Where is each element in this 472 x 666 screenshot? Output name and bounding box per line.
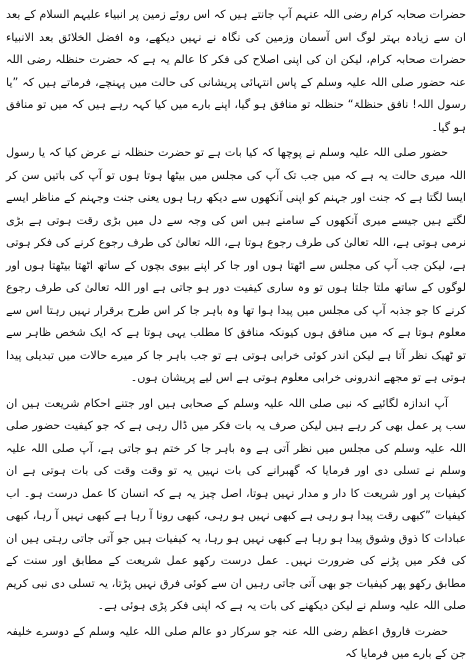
- paragraph-reflection: آپ اندازہ لگائیے کہ نبی صلی اللہ علیہ وسلم کے صحابی ہیں اور جتنے احکام شریعت ہیں ان سب پر عمل بھی کر رہے ہیں لیکن صرف یہ بات فکر میں ڈال رہی ہے کہ جو کیفیت حضور صلی اللہ علیہ وسلم کی مجلس میں نظر آتی ہے وہ باہر جا کر ختم ہو جاتی ہے، آپ صلی اللہ علیہ وسلم نے تسلی دی اور فرمایا کہ گھبرانے کی بات نہیں یہ تو وقت وقت کی بات ہوتی ہے ان کیفیات پر اور شریعت کا دار و مدار نہیں ہوتا، اصل چیز یہ ہے کہ انسان کا عمل درست ہو۔ اب کیفیات ”کبھی رقت پیدا ہو رہی ہے کبھی نہیں ہو رہی، کبھی رونا آ رہا ہے کبھی نہیں آ رہا، کبھی عبادات کا ذوق وشوق پیدا ہو رہا ہے کبھی نہیں ہو رہا، یہ کیفیات ہیں جو آتی جاتی رہتی ہیں ان کی فکر میں پڑنے کی ضرورت نہیں۔ عمل درست رکھو عمل شریعت کے مطابق اور سنت کے مطابق رکھو پھر کیفیات جو بھی آتی جاتی رہیں ان سے کوئی فرق نہیں پڑتا، یہ تسلی دی نبی کریم صلی اللہ علیہ وسلم نے لیکن دیکھنے کی بات یہ ہے کہ اپنی فکر پڑی ہوئی ہے۔: [6, 396, 466, 612]
- paragraph-hanzala-story: حضور صلی اللہ علیہ وسلم نے پوچھا کہ کیا بات ہے تو حضرت حنظلہ نے عرض کیا کہ یا رسول اللہ میری حالت یہ ہے کہ میں جب تک آپ کی مجلس میں بیٹھا ہوتا ہوں تو آپ کی باتیں سن کر ایسا لگتا ہے کہ جنت اور جہنم کو اپنی آنکھوں سے دیکھ رہا ہوں یعنی جنت وجہنم کے مناظر ایسے لگتے ہیں جیسے میری آنکھوں کے سامنے ہیں اس کی وجہ سے دل میں بڑی رقت ہوتی ہے بڑی نرمی ہوتی ہے، اللہ تعالیٰ کی طرف رجوع ہوتا ہے، اللہ تعالیٰ کی طرف رجوع کرنے کی فکر ہوتی ہے، لیکن جب آپ کی مجلس سے اٹھتا ہوں اور جا کر اپنے بیوی بچوں کے ساتھ اٹھتا بیٹھتا ہوں اور لوگوں کے ساتھ ملتا جلتا ہوں تو وہ ساری کیفیت دور ہو جاتی ہے اور اللہ تعالیٰ کی طرف رجوع کرنے کا جو جذبہ آپ کی مجلس میں پیدا ہوا تھا وہ باہر جا کر اس طرح برقرار نہیں رہتا اس سے معلوم ہوتا ہے کہ میں منافق ہوں کیونکہ منافق کا مطلب یہی ہوتا ہے کہ ایک شخص ظاہر سے تو ٹھیک نظر آتا ہے لیکن اندر کوئی خرابی ہوتی ہے تو جب باہر جا کر میرے حالات میں تبدیلی پیدا ہوتی ہے تو مجھے اندرونی خرابی معلوم ہوتی ہے اس لیے پریشان ہوں۔: [6, 146, 466, 384]
- paragraph-farooq-azam: حضرت فاروق اعظم رضی اللہ عنہ جو سرکار دو عالم صلی اللہ علیہ وسلم کے دوسرے خلیفہ جن کے بارے میں فرمایا کہ: [6, 624, 466, 660]
- paragraph-sahaba-intro: حضرات صحابہ کرام رضی اللہ عنہم آپ جانتے ہیں کہ اس روئے زمین پر انبیاء علیہم السلام کے بعد ان سے زیادہ بہتر لوگ اس آسمان وزمین کی نگاہ نے نہیں دیکھے، وہ افضل الخلائق بعد الانبیاء حضرات صحابہ کرام، لیکن ان کی اپنی اصلاح کی فکر کا عالم یہ ہے کہ حضرت حنظلہ رضی اللہ عنہ حضور صلی اللہ علیہ وسلم کے پاس انتہائی پریشانی کی حالت میں پہنچے، فرماتے ہیں کہ ”یا رسول اللہ! نافق حنظلۃ“ حنظلہ تو منافق ہو گیا، اپنے بارے میں کیا کہہ رہے ہیں کہ میں تو منافق ہو گیا۔: [6, 8, 466, 134]
